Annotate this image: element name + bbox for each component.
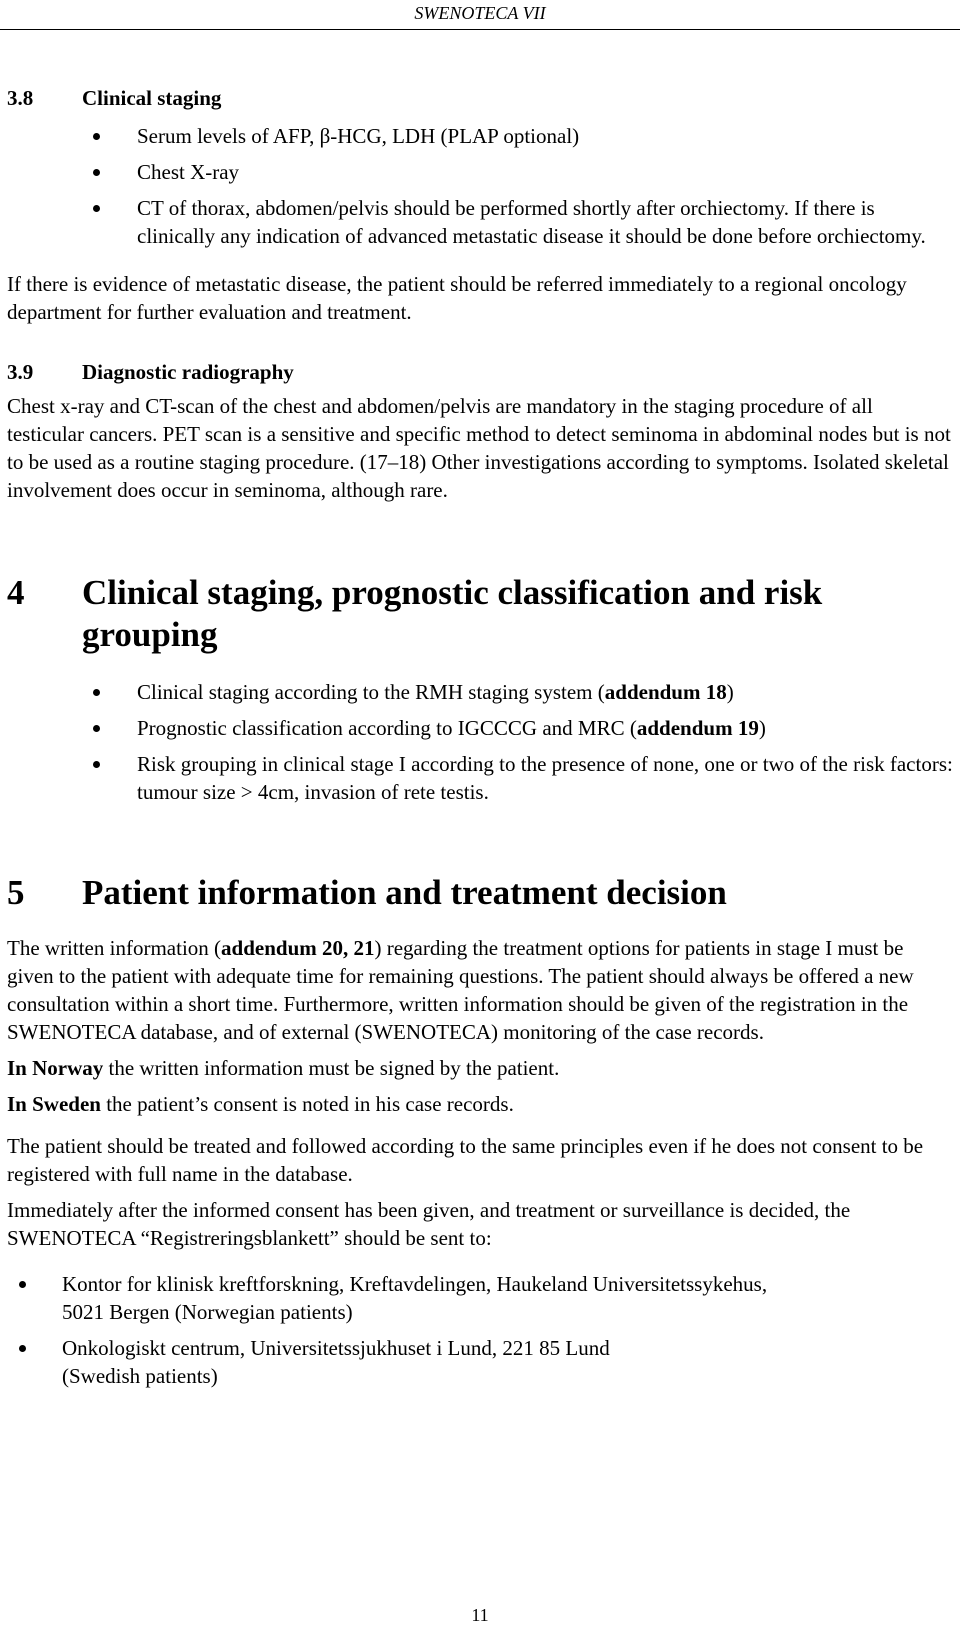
country-label: In Norway: [7, 1056, 104, 1080]
paragraph: If there is evidence of metastatic disease, the patient should be referred immediately to a regional oncology department for further evaluation and treatment.: [7, 272, 907, 324]
bullet-icon: [19, 1281, 26, 1288]
list-item-text: Risk grouping in clinical stage I according to the presence of none, one or two of the risk factors: tumour size > 4cm, invasion of rete testis.: [137, 752, 953, 804]
chapter-5-heading: [7, 872, 954, 914]
addendum-reference: addendum 19: [636, 716, 759, 740]
bullet-icon: [93, 169, 100, 176]
list-item: Clinical staging according to the RMH staging system (addendum 18): [7, 678, 954, 706]
paragraph: In Sweden the patient’s consent is noted in his case records.: [7, 1092, 514, 1116]
bullet-icon: [93, 725, 100, 732]
chapter-title: Patient information and treatment decision: [82, 873, 727, 912]
bullet-icon: [93, 205, 100, 212]
section-number: 3.9: [7, 360, 34, 384]
chapter-number: 4: [7, 573, 25, 612]
addendum-reference: addendum 20, 21: [221, 936, 375, 960]
address-item: Kontor for klinisk kreftforskning, Kreftavdelingen, Haukeland Universitetssykehus, 5021 Bergen (Norwegian patients): [7, 1270, 954, 1326]
clinical-staging-list: [7, 122, 954, 250]
page-content: [7, 84, 954, 1390]
list-item: [7, 194, 954, 250]
chapter-4-heading: [7, 572, 954, 656]
list-item: Prognostic classification according to IGCCCG and MRC (addendum 19): [7, 714, 954, 742]
address-list: [7, 1270, 954, 1390]
risk-grouping-list: [7, 678, 954, 806]
paragraph: Immediately after the informed consent has been given, and treatment or surveillance is decided, the SWENOTECA “Registreringsblankett” should be sent to:: [7, 1198, 851, 1250]
list-item: [7, 158, 954, 186]
section-3-9-heading: [7, 358, 954, 386]
header-rule: [0, 29, 960, 30]
bullet-icon: [93, 761, 100, 768]
addendum-reference: addendum 18: [604, 680, 727, 704]
paragraph: The written information (addendum 20, 21) regarding the treatment options for patients in stage I must be given to the patient with adequate time for remaining questions. The patient should always be offered a new consultation within a short time. Furthermore, written information should be given of the registration in the SWENOTECA database, and of external (SWENOTECA) monitoring of the case records.: [7, 936, 914, 1044]
bullet-icon: [19, 1345, 26, 1352]
list-item: [7, 122, 954, 150]
list-item: [7, 750, 954, 806]
section-number: 3.8: [7, 86, 34, 110]
list-item-text: Serum levels of AFP, β-HCG, LDH (PLAP optional): [137, 124, 580, 148]
list-item-text: Chest X-ray: [137, 160, 240, 184]
section-title: Clinical staging: [82, 86, 222, 110]
paragraph: The patient should be treated and followed according to the same principles even if he does not consent to be registered with full name in the database.: [7, 1134, 924, 1186]
chapter-number: 5: [7, 873, 25, 912]
bullet-icon: [93, 133, 100, 140]
page-number: 11: [471, 1605, 489, 1625]
bullet-icon: [93, 689, 100, 696]
running-header: SWENOTECA VII: [414, 3, 546, 23]
paragraph: In Norway the written information must be signed by the patient.: [7, 1056, 560, 1080]
chapter-title: Clinical staging, prognostic classification and risk grouping: [82, 573, 823, 654]
paragraph: Chest x-ray and CT-scan of the chest and abdomen/pelvis are mandatory in the staging procedure of all testicular cancers. PET scan is a sensitive and specific method to detect seminoma in abdominal nodes but is not to be used as a routine staging procedure. (17–18) Other investigations according to symptoms. Isolated skeletal involvement does occur in seminoma, although rare.: [7, 394, 951, 502]
address-item: Onkologiskt centrum, Universitetssjukhuset i Lund, 221 85 Lund (Swedish patients): [7, 1334, 954, 1390]
section-3-8-heading: [7, 84, 954, 112]
section-title: Diagnostic radiography: [82, 360, 294, 384]
country-label: In Sweden: [7, 1092, 101, 1116]
list-item-text: CT of thorax, abdomen/pelvis should be performed shortly after orchiectomy. If there is clinically any indication of advanced metastatic disease it should be done before orchiectomy.: [137, 196, 926, 248]
